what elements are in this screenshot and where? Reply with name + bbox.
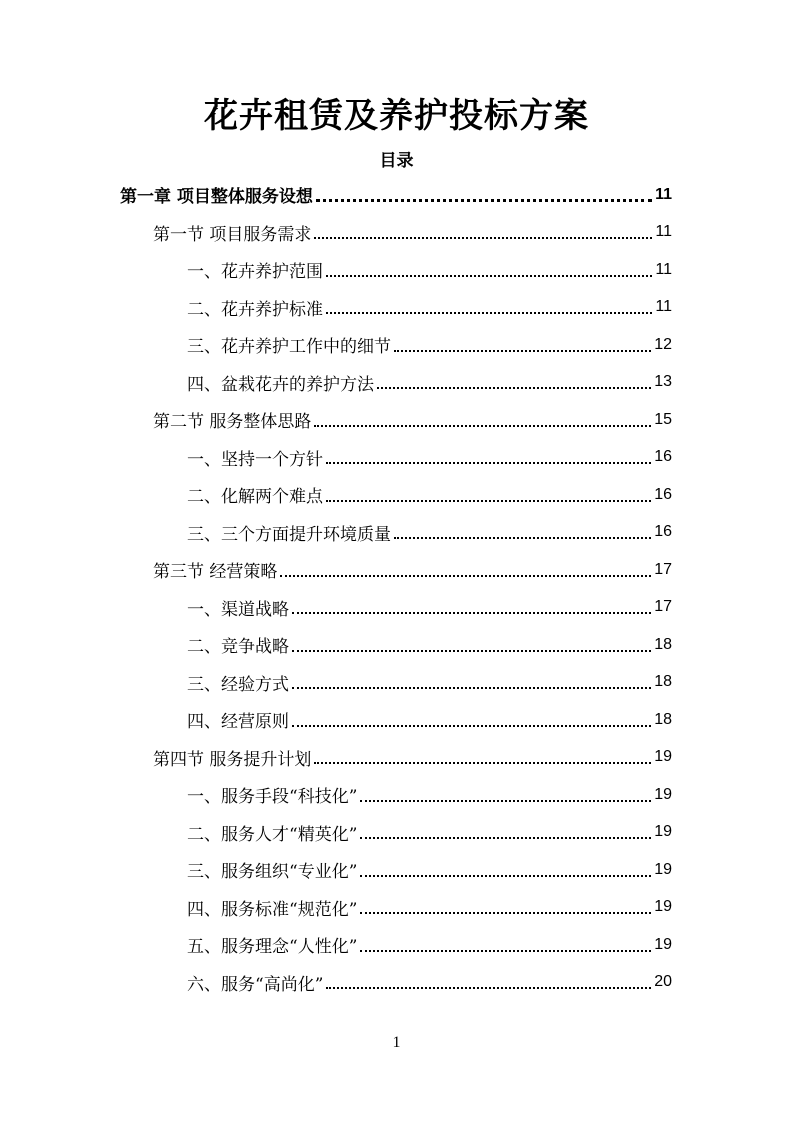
toc-entry-page: 17: [654, 598, 672, 616]
dot-leader: [394, 537, 651, 539]
page-number: 1: [392, 1034, 401, 1051]
toc-entry-item[interactable]: [0, 364, 793, 402]
toc-entry-label: 六、服务“高尚化”: [187, 974, 324, 995]
dot-leader: [377, 387, 651, 389]
dot-leader: [360, 950, 651, 952]
toc-entry-label: 四、盆栽花卉的养护方法: [187, 374, 374, 395]
toc-entry-item[interactable]: [0, 439, 793, 477]
toc-entry-label: 三、经验方式: [187, 674, 289, 695]
toc-entry-page: 18: [654, 635, 672, 653]
toc-entry-page: 11: [655, 298, 672, 316]
toc-entry-item[interactable]: [0, 251, 793, 289]
toc-entry-label: 二、服务人才“精英化”: [187, 824, 358, 845]
dot-leader: [292, 725, 651, 727]
dot-leader: [316, 199, 652, 202]
dot-leader: [394, 350, 651, 352]
document-title: 花卉租赁及养护投标方案: [204, 96, 589, 136]
toc-entry-label: 二、花卉养护标准: [187, 299, 323, 320]
toc-entry-page: 19: [654, 823, 672, 841]
toc-entry-page: 12: [654, 335, 672, 353]
toc-entry-chapter-1[interactable]: [0, 176, 793, 214]
toc-entry-item[interactable]: [0, 776, 793, 814]
toc-entry-section-2[interactable]: [0, 401, 793, 439]
toc-entry-item[interactable]: [0, 926, 793, 964]
toc-entry-label: 四、服务标准“规范化”: [187, 899, 358, 920]
toc-entry-item[interactable]: [0, 289, 793, 327]
toc-entry-label: 第三节 经营策略: [153, 562, 278, 583]
toc-entry-item[interactable]: [0, 814, 793, 852]
toc-entry-label: 一、渠道战略: [187, 599, 289, 620]
toc-entry-label: 二、化解两个难点: [187, 487, 323, 508]
toc-entry-page: 20: [654, 973, 672, 991]
dot-leader: [360, 837, 651, 839]
dot-leader: [326, 987, 651, 989]
toc-entry-page: 16: [654, 523, 672, 541]
toc-entry-item[interactable]: [0, 326, 793, 364]
toc-entry-section-4[interactable]: [0, 739, 793, 777]
toc-entry-page: 19: [654, 748, 672, 766]
toc-entry-page: 16: [654, 485, 672, 503]
toc-entry-page: 18: [654, 710, 672, 728]
toc-entry-label: 三、花卉养护工作中的细节: [187, 337, 391, 358]
toc-entry-page: 11: [655, 185, 672, 203]
toc-entry-label: 第一章 项目整体服务设想: [120, 187, 313, 208]
toc-entry-item[interactable]: [0, 589, 793, 627]
dot-leader: [360, 875, 651, 877]
toc-entry-item[interactable]: [0, 851, 793, 889]
toc-entry-label: 三、三个方面提升环境质量: [187, 524, 391, 545]
toc-entry-page: 19: [654, 935, 672, 953]
toc-entry-item[interactable]: [0, 514, 793, 552]
toc-entry-label: 第二节 服务整体思路: [153, 412, 312, 433]
toc-entry-label: 四、经营原则: [187, 712, 289, 733]
toc-entry-page: 13: [654, 373, 672, 391]
dot-leader: [280, 575, 651, 577]
dot-leader: [314, 425, 651, 427]
dot-leader: [292, 612, 651, 614]
dot-leader: [360, 912, 651, 914]
toc-entry-page: 15: [654, 410, 672, 428]
toc-heading: 目录: [379, 151, 414, 171]
dot-leader: [292, 650, 651, 652]
toc-entry-label: 三、服务组织“专业化”: [187, 862, 358, 883]
toc-entry-label: 一、坚持一个方针: [187, 449, 323, 470]
toc-entry-label: 二、竞争战略: [187, 637, 289, 658]
dot-leader: [326, 462, 651, 464]
toc-entry-section-1[interactable]: [0, 214, 793, 252]
toc-entry-section-3[interactable]: [0, 551, 793, 589]
toc-entry-item[interactable]: [0, 964, 793, 1002]
dot-leader: [360, 800, 651, 802]
table-of-contents: [0, 176, 793, 1001]
toc-entry-page: 11: [655, 260, 672, 278]
dot-leader: [326, 312, 652, 314]
toc-entry-page: 19: [654, 860, 672, 878]
toc-entry-label: 第四节 服务提升计划: [153, 749, 312, 770]
toc-entry-page: 19: [654, 785, 672, 803]
toc-entry-label: 第一节 项目服务需求: [153, 224, 312, 245]
dot-leader: [326, 500, 651, 502]
toc-entry-item[interactable]: [0, 664, 793, 702]
toc-entry-item[interactable]: [0, 701, 793, 739]
toc-entry-item[interactable]: [0, 476, 793, 514]
toc-entry-label: 一、花卉养护范围: [187, 262, 323, 283]
dot-leader: [292, 687, 651, 689]
toc-entry-item[interactable]: [0, 626, 793, 664]
toc-entry-page: 17: [654, 560, 672, 578]
toc-entry-page: 18: [654, 673, 672, 691]
toc-entry-page: 11: [655, 223, 672, 241]
toc-entry-label: 五、服务理念“人性化”: [187, 937, 358, 958]
toc-entry-page: 19: [654, 898, 672, 916]
toc-entry-label: 一、服务手段“科技化”: [187, 787, 358, 808]
toc-entry-page: 16: [654, 448, 672, 466]
toc-entry-item[interactable]: [0, 889, 793, 927]
dot-leader: [314, 237, 652, 239]
dot-leader: [326, 275, 652, 277]
dot-leader: [314, 762, 651, 764]
